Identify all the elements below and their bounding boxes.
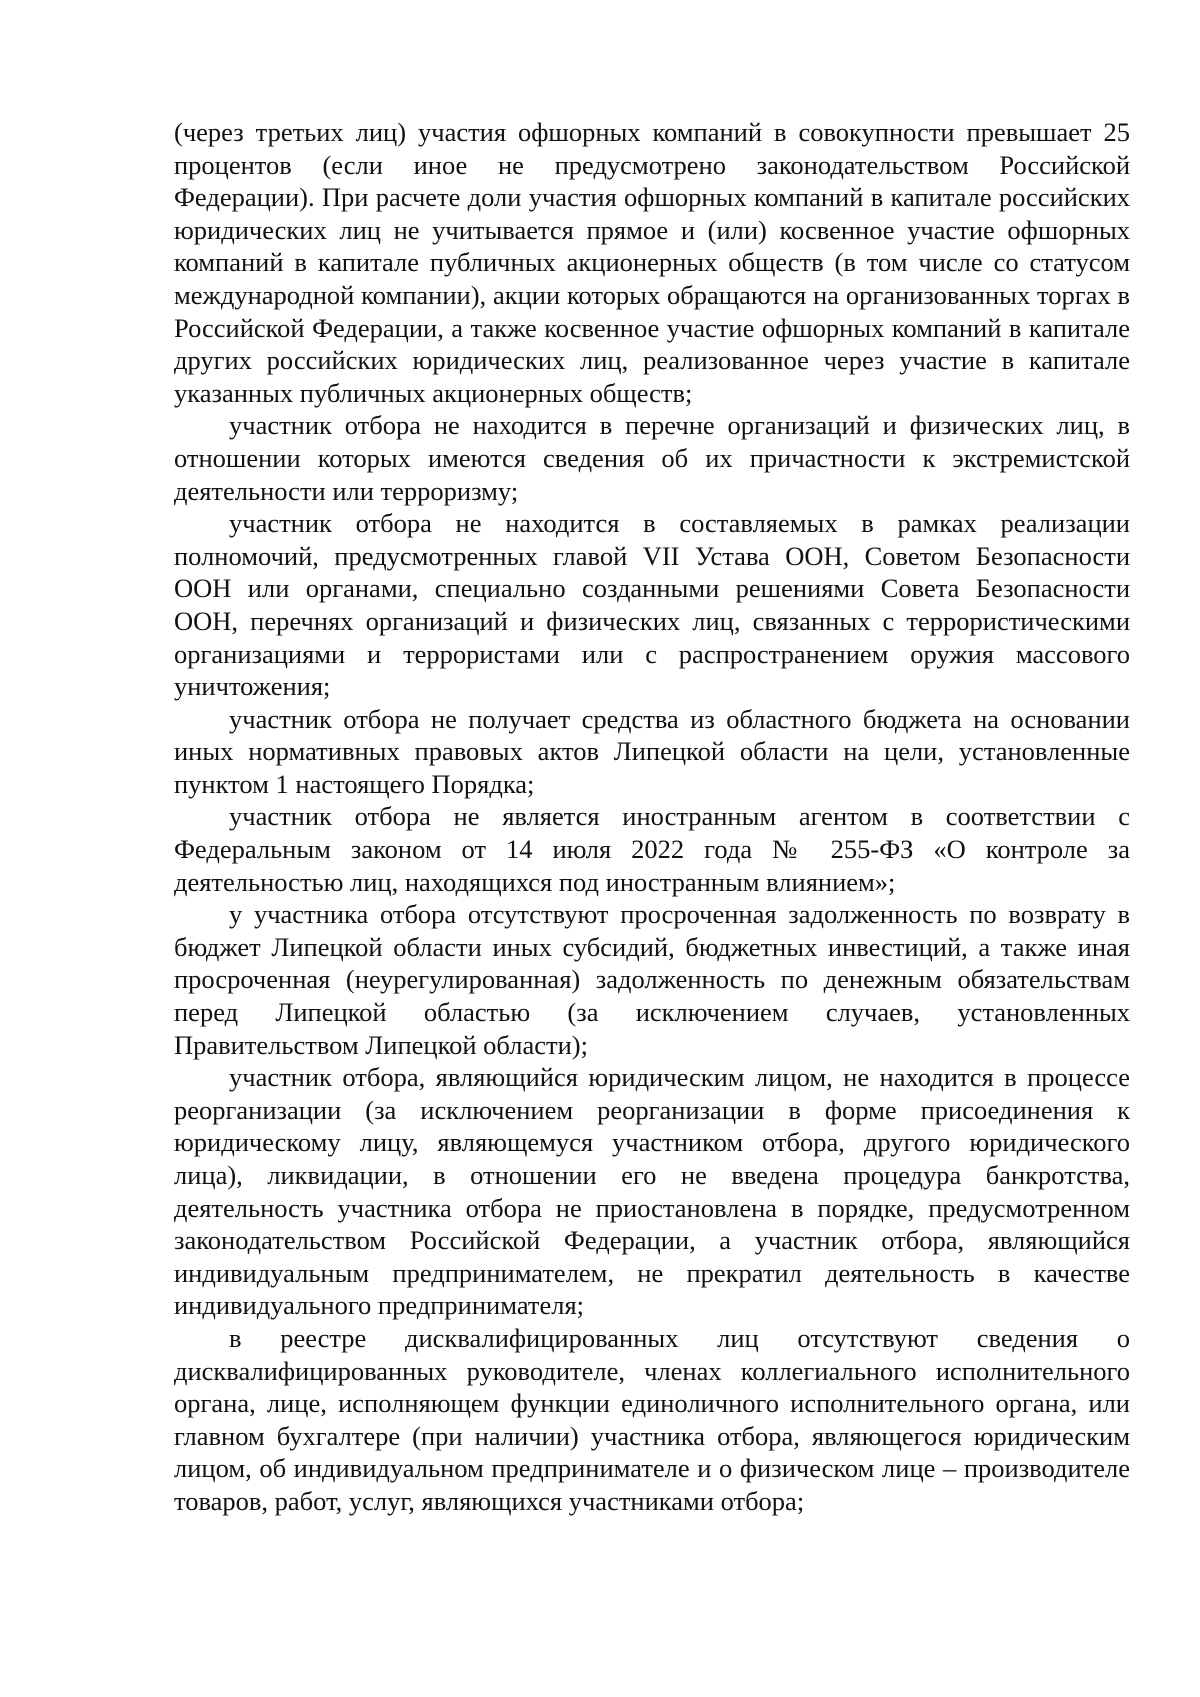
paragraph-extremism-list: участник отбора не находится в перечне организаций и физических лиц, в отношении которых имеются сведения об их причастности к экстремистской деятельности или терроризму; xyxy=(174,410,1130,506)
paragraph-un-sanctions-list: участник отбора не находится в составляемых в рамках реализации полномочий, предусмотренных главой VII Устава ООН, Советом Безопасности ООН или органами, специально созданными решениями Совета Безопасности ООН, перечнях организаций и физических лиц, связанных с террористическими организациями и террористами или с распространением оружия массового уничтожения; xyxy=(174,508,1130,702)
paragraph-offshore-continuation: (через третьих лиц) участия офшорных компаний в совокупности превышает 25 процентов (если иное не предусмотрено законодательством Российской Федерации). При расчете доли участия офшорных компаний в капитале российских юридических лиц не учитывается прямое и (или) косвенное участие офшорных компаний в капитале публичных акционерных обществ (в том числе со статусом международной компании), акции которых обращаются на организованных торгах в Российской Федерации, а также косвенное участие офшорных компаний в капитале других российских юридических лиц, реализованное через участие в капитале указанных публичных акционерных обществ; xyxy=(174,117,1130,408)
paragraph-reorganization-liquidation: участник отбора, являющийся юридическим лицом, не находится в процессе реорганизации (за исключением реорганизации в форме присоединения к юридическому лицу, являющемуся участником отбора, другого юридического лица), ликвидации, в отношении его не введена процедура банкротства, деятельность участника отбора не приостановлена в порядке, предусмотренном законодательством Российской Федерации, а участник отбора, являющийся индивидуальным предпринимателем, не прекратил деятельность в качестве индивидуального предпринимателя; xyxy=(174,1062,1130,1321)
paragraph-overdue-debt: у участника отбора отсутствуют просроченная задолженность по возврату в бюджет Липецкой области иных субсидий, бюджетных инвестиций, а также иная просроченная (неурегулированная) задолженность по денежным обязательствам перед Липецкой областью (за исключением случаев, установленных Правительством Липецкой области); xyxy=(174,899,1130,1060)
document-body xyxy=(174,116,1130,1518)
paragraph-foreign-agent: участник отбора не является иностранным агентом в соответствии с Федеральным законом от 14 июля 2022 года № 255-ФЗ «О контроле за деятельностью лиц, находящихся под иностранным влиянием»; xyxy=(174,801,1130,897)
paragraph-disqualified-persons: в реестре дисквалифицированных лиц отсутствуют сведения о дисквалифицированных руководителе, членах коллегиального исполнительного органа, лице, исполняющем функции единоличного исполнительного органа, или главном бухгалтере (при наличии) участника отбора, являющегося юридическим лицом, об индивидуальном предпринимателе и о физическом лице – производителе товаров, работ, услуг, являющихся участниками отбора; xyxy=(174,1322,1130,1516)
paragraph-regional-budget-funds: участник отбора не получает средства из областного бюджета на основании иных нормативных правовых актов Липецкой области на цели, установленные пунктом 1 настоящего Порядка; xyxy=(174,703,1130,799)
